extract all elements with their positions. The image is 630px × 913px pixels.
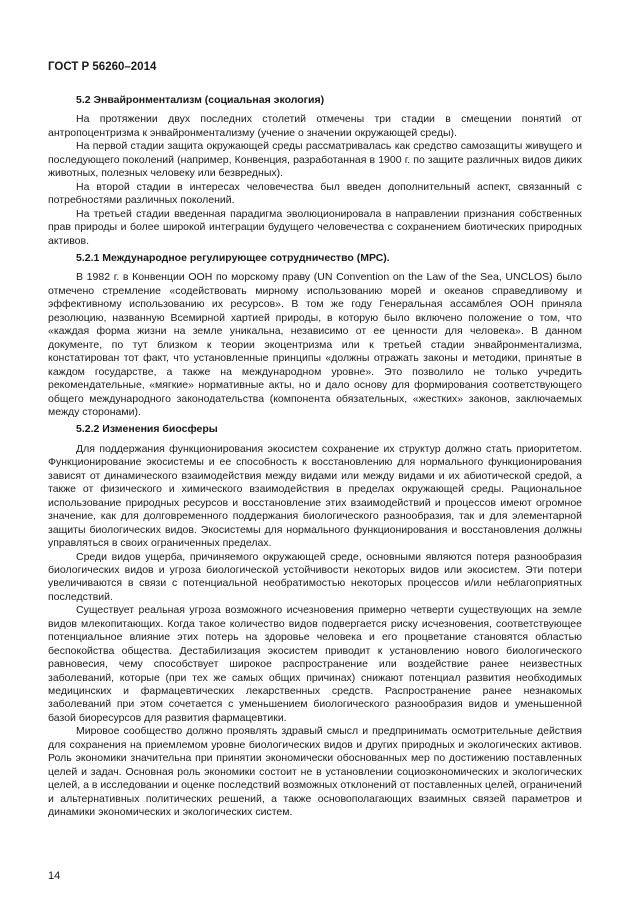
section-heading-5-2-2: 5.2.2 Изменения биосферы [76, 423, 218, 436]
paragraph: Мировое сообщество должно проявлять здравый смысл и предпринимать осмотрительные действия для сохранения на приемлемом уровне биологических видов и других природных и экологических активов. Роль экономики значительна при принятии экономически обоснованных мер по достижению поставленных целей и задач. Основная роль экономики состоит не в установлении социоэкономических и экологических целей, а в исследовании и оценке последствий возможных отклонений от поставленных целей, ограничений и альтернативных политических решений, а также основополагающих взаимных связей параметров и динамики экономических и экологических систем. [48, 725, 582, 819]
paragraph: Среди видов ущерба, причиняемого окружающей среде, основными являются потеря разнообразия биологических видов и угроза биологической устойчивости некоторых видов или экосистем. Эти потери увеличиваются в связи с потенциальной необратимостью некоторых процессов и/или неблагоприятных последствий. [48, 550, 582, 603]
paragraph: На протяжении двух последних столетий отмечены три стадии в смещении понятий от антропоцентризма к энвайронментализму (учение о значении окружающей среды). [48, 113, 582, 139]
page-number: 14 [48, 870, 61, 882]
section-heading-5-2-1: 5.2.1 Международное регулирующее сотрудничество (МРС). [76, 251, 390, 264]
paragraph: Для поддержания функционирования экосистем сохранение их структур должно стать приоритетом. Функционирование экосистемы и ее способность к восстановлению для нормального функционирования зависят от динамического взаимодействия между видами или между видами и их абиотической средой, а также от физического и химического взаимодействия в пределах окружающей среды. Рациональное использование природных ресурсов и восстановление этих взаимодействий и процессов имеют огромное значение, как для долговременного поддержания биологического разнообразия, так и для элементарной защиты биологических видов. Экосистемы для нормального функционирования и восстановления должны управляться в своих ограниченных пределах. [48, 442, 582, 550]
paragraph: На первой стадии защита окружающей среды рассматривалась как средство самозащиты живущего и последующего поколений (например, Конвенция, разработанная в 1900 г. по защите различных видов диких животных, полезных человеку или безвредных). [48, 140, 582, 180]
paragraph: Существует реальная угроза возможного исчезновения примерно четверти существующих на земле видов млекопитающих. Когда такое количество видов подвергается риску исчезновения, соответствующее потенциальное влияние этих потерь на здоровье человека и его процветание становятся областью беспокойства общества. Дестабилизация экосистем приводит к установлению нового биологического равновесия, чему способствует широкое распространение или воздействие ранее неизвестных заболеваний, которые (при тех же самых общих причинах) снижают потенциал развития необходимых медицинских и фармацевтических лекарственных средств. Распространение ранее незнакомых заболеваний при этом сочетается с уменьшением биологического разнообразия видов и уменьшенной базой биоресурсов для развития фармацевтики. [48, 604, 582, 724]
paragraph: В 1982 г. в Конвенции ООН по морскому праву (UN Convention on the Law of the Sea, UNCLOS) было отмечено стремление «содействовать мирному использованию морей и океанов справедливому и эффективному использованию их ресурсов». В том же году Генеральная ассамблея ООН приняла резолюцию, названную Всемирной хартией природы, в которую было включено положение о том, что «каждая форма жизни на земле уникальна, независимо от ее ценности для человека». В данном документе, по тут близком к теории экоцентризма или к третьей стадии энвайронментализма, констатирован тот факт, что установленные принципы «должны отражать законы и методики, принятые в каждом государстве, а также на международном уровне». Это позволило не только учредить рекомендательные, «мягкие» нормативные акты, но и дало основу для формирования соответствующего общего международного законодательства (компонента обязательных, «жестких» законов, заключаемых между сторонами). [48, 271, 582, 418]
document-header: ГОСТ Р 56260–2014 [48, 61, 157, 73]
section-heading-5-2: 5.2 Энвайронментализм (социальная экология) [76, 94, 325, 106]
paragraph: На второй стадии в интересах человечества был введен дополнительный аспект, связанный с потребностями различных поколений. [48, 180, 582, 207]
paragraph: На третьей стадии введенная парадигма эволюционировала в направлении признания собственных прав природы и более широкой интеграции будущего человечества с сохранением биотических природных активов. [48, 207, 582, 247]
page-content [48, 94, 582, 820]
